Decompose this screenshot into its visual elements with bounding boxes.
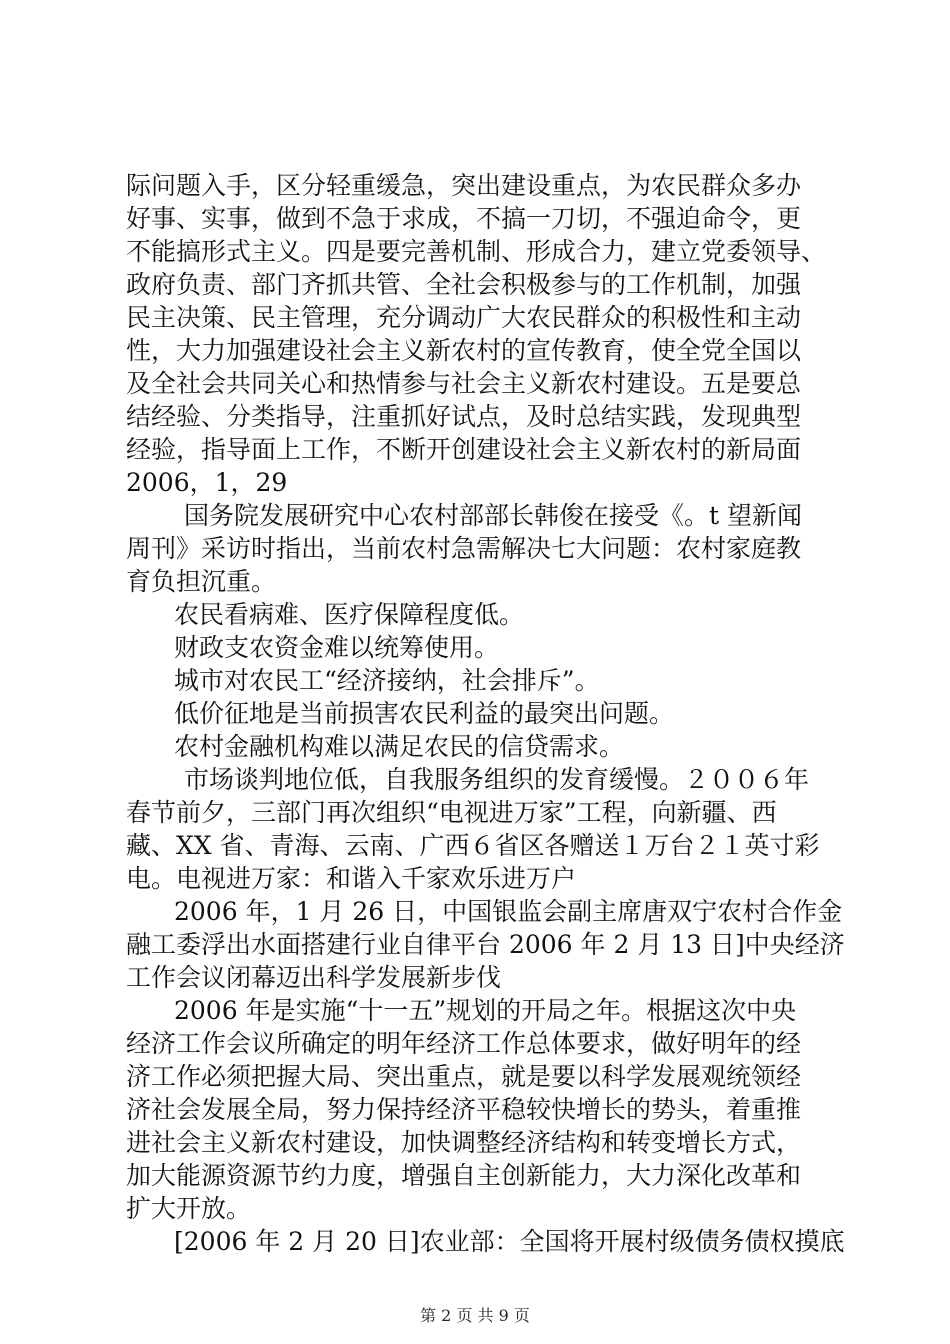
body-line: 进社会主义新农村建设，加快调整经济结构和转变增长方式， xyxy=(126,1128,802,1157)
paragraph-start-line: 农民看病难、医疗保障程度低。 xyxy=(174,600,525,629)
body-line: 育负担沉重。 xyxy=(126,567,277,596)
paragraph-start-line: 2006 年是实施“十一五”规划的开局之年。根据这次中央 xyxy=(174,996,797,1025)
body-line: 及全社会共同关心和热情参与社会主义新农村建设。五是要总 xyxy=(126,369,802,398)
body-line: 经济工作会议所确定的明年经济工作总体要求，做好明年的经 xyxy=(126,1029,802,1058)
paragraph-start-line: 低价征地是当前损害农民利益的最突出问题。 xyxy=(174,699,675,728)
body-line: 周刊》采访时指出，当前农村急需解决七大问题：农村家庭教 xyxy=(126,534,802,563)
paragraph-start-line: 2006 年，1 月 26 日，中国银监会副主席唐双宁农村合作金 xyxy=(174,897,843,926)
body-line: 加大能源资源节约力度，增强自主创新能力，大力深化改革和 xyxy=(126,1161,802,1190)
page-number-label: 第 2 页 共 9 页 xyxy=(420,1306,530,1325)
paragraph-start-line: 国务院发展研究中心农村部部长韩俊在接受《。t 望新闻 xyxy=(184,501,802,530)
body-line: 民主决策、民主管理，充分调动广大农民群众的积极性和主动 xyxy=(126,303,802,332)
paragraph-start-line: 财政支农资金难以统筹使用。 xyxy=(174,633,500,662)
document-body xyxy=(126,169,845,1258)
body-line: 济社会发展全局，努力保持经济平稳较快增长的势头，着重推 xyxy=(126,1095,802,1124)
body-line: 春节前夕，三部门再次组织“电视进万家”工程，向新疆、西 xyxy=(126,798,777,827)
body-line: 政府负责、部门齐抓共管、全社会积极参与的工作机制，加强 xyxy=(126,270,802,299)
paragraph-start-line: 城市对农民工“经济接纳，社会排斥”。 xyxy=(174,666,600,695)
paragraph-start-line: [2006 年 2 月 20 日]农业部：全国将开展村级债务债权摸底 xyxy=(174,1227,845,1256)
body-line: 际问题入手，区分轻重缓急，突出建设重点，为农民群众多办 xyxy=(126,171,802,200)
body-line: 经验，指导面上工作，不断开创建设社会主义新农村的新局面 xyxy=(126,435,802,464)
body-line: 电。电视进万家：和谐入千家欢乐进万户 xyxy=(126,864,577,893)
body-line: 扩大开放。 xyxy=(126,1194,252,1223)
paragraph-start-line: 市场谈判地位低，自我服务组织的发育缓慢。２００６年 xyxy=(184,765,810,794)
body-line: 工作会议闭幕迈出科学发展新步伐 xyxy=(126,963,502,992)
page-footer xyxy=(0,1303,950,1326)
body-line: 藏、XX 省、青海、云南、广西６省区各赠送１万台２１英寸彩 xyxy=(126,831,820,860)
body-line: 结经验、分类指导，注重抓好试点，及时总结实践，发现典型 xyxy=(126,402,802,431)
body-line: 不能搞形式主义。四是要完善机制、形成合力，建立党委领导、 xyxy=(126,237,827,266)
body-line: 济工作必须把握大局、突出重点，就是要以科学发展观统领经 xyxy=(126,1062,802,1091)
paragraph-start-line: 农村金融机构难以满足农民的信贷需求。 xyxy=(174,732,625,761)
body-line: 性，大力加强建设社会主义新农村的宣传教育，使全党全国以 xyxy=(126,336,802,365)
body-line: 融工委浮出水面搭建行业自律平台 2006 年 2 月 13 日]中央经济 xyxy=(126,930,845,959)
body-line: 好事、实事，做到不急于求成，不搞一刀切，不强迫命令，更 xyxy=(126,204,802,233)
body-line: 2006，1，29 xyxy=(126,468,288,497)
